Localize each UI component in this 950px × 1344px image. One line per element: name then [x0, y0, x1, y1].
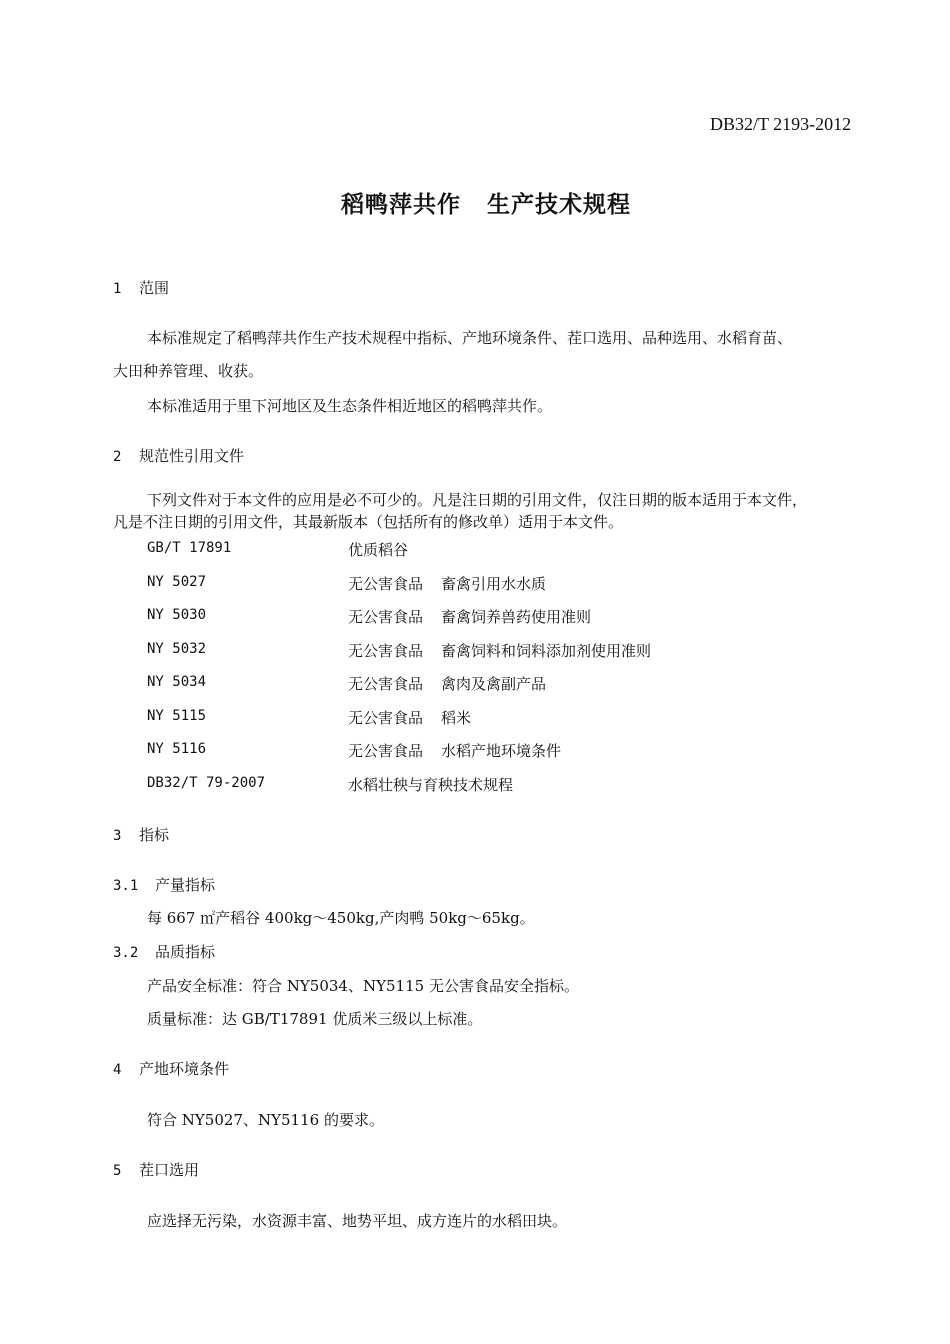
reference-title-a: 无公害食品 — [348, 742, 424, 760]
reference-code: NY 5027 — [147, 574, 207, 590]
reference-title — [348, 573, 546, 594]
reference-code: NY 5032 — [147, 641, 207, 657]
reference-title-b: 水稻产地环境条件 — [441, 742, 562, 760]
subsection-number: 3.2 — [113, 945, 139, 961]
section-1-paragraph-2: 本标准适用于里下河地区及生态条件相近地区的稻鸭萍共作。 — [147, 397, 553, 415]
reference-title — [348, 606, 591, 627]
title-part-1: 稻鸭萍共作 — [341, 192, 461, 218]
subsection-3-1-heading — [113, 874, 215, 895]
section-4-text: 符合 NY5027、NY5116 的要求。 — [147, 1111, 384, 1129]
section-3-heading — [113, 824, 169, 845]
reference-title — [348, 740, 561, 761]
section-5-text: 应选择无污染，水资源丰富、地势平坦、成方连片的水稻田块。 — [147, 1212, 568, 1230]
section-number: 3 — [113, 828, 122, 844]
reference-title-b: 畜禽引用水水质 — [441, 575, 547, 593]
reference-code: NY 5030 — [147, 607, 207, 623]
reference-title-a: 无公害食品 — [348, 675, 424, 693]
section-title: 茬口选用 — [139, 1161, 200, 1179]
reference-title — [348, 640, 651, 661]
reference-title-a: 无公害食品 — [348, 642, 424, 660]
subsection-3-2-text-2: 质量标准：达 GB/T17891 优质米三级以上标准。 — [147, 1010, 483, 1028]
section-title: 规范性引用文件 — [139, 447, 245, 465]
section-2-intro-line-1: 下列文件对于本文件的应用是必不可少的。凡是注日期的引用文件，仅注日期的版本适用于本文件， — [147, 491, 808, 509]
reference-title-a: 无公害食品 — [348, 709, 424, 727]
reference-title-b: 禽肉及禽副产品 — [441, 675, 547, 693]
section-4-heading — [113, 1058, 229, 1079]
reference-title — [348, 539, 408, 560]
reference-title-a: 优质稻谷 — [348, 541, 409, 559]
section-2-heading — [113, 445, 244, 466]
section-number: 2 — [113, 449, 122, 465]
reference-title — [348, 707, 471, 728]
reference-title — [348, 774, 513, 795]
section-title: 产地环境条件 — [139, 1060, 230, 1078]
standard-code: DB32/T 2193-2012 — [710, 114, 852, 134]
reference-code: NY 5115 — [147, 708, 207, 724]
section-title: 范围 — [139, 279, 170, 297]
section-number: 4 — [113, 1062, 122, 1078]
reference-title-b: 畜禽饲料和饲料添加剂使用准则 — [441, 642, 652, 660]
reference-code: GB/T 17891 — [147, 540, 232, 556]
reference-title-b: 畜禽饲养兽药使用准则 — [441, 608, 592, 626]
section-1-paragraph-1-line-1: 本标准规定了稻鸭萍共作生产技术规程中指标、产地环境条件、茬口选用、品种选用、水稻育苗、 — [147, 329, 793, 347]
section-5-heading — [113, 1159, 199, 1180]
section-2-intro-line-2: 凡是不注日期的引用文件，其最新版本（包括所有的修改单）适用于本文件。 — [113, 513, 624, 531]
reference-code: NY 5116 — [147, 741, 207, 757]
subsection-3-2-heading — [113, 941, 215, 962]
section-1-heading — [113, 277, 169, 298]
subsection-3-1-text: 每 667 ㎡产稻谷 400kg～450kg,产肉鸭 50kg～65kg。 — [147, 909, 535, 927]
subsection-title: 品质指标 — [155, 943, 216, 961]
section-title: 指标 — [139, 826, 170, 844]
section-number: 5 — [113, 1163, 122, 1179]
title-part-2: 生产技术规程 — [487, 192, 631, 218]
reference-title-a: 无公害食品 — [348, 608, 424, 626]
subsection-3-2-text-1: 产品安全标准：符合 NY5034、NY5115 无公害食品安全指标。 — [147, 977, 579, 995]
subsection-number: 3.1 — [113, 878, 139, 894]
reference-code: NY 5034 — [147, 674, 207, 690]
reference-title-a: 无公害食品 — [348, 575, 424, 593]
reference-title-b: 稻米 — [441, 709, 472, 727]
document-title — [0, 186, 950, 219]
reference-title — [348, 673, 546, 694]
reference-code: DB32/T 79-2007 — [147, 775, 266, 791]
section-number: 1 — [113, 281, 122, 297]
subsection-title: 产量指标 — [155, 876, 216, 894]
section-1-paragraph-1-line-2: 大田种养管理、收获。 — [113, 362, 264, 380]
reference-title-a: 水稻壮秧与育秧技术规程 — [348, 776, 514, 794]
